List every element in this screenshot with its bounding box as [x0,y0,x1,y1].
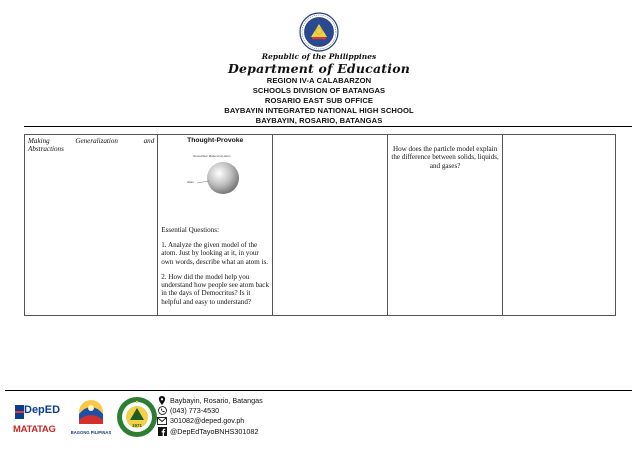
stage-label-line1: Making Generalization and [28,137,155,145]
contact-facebook: @DepEdTayoBNHS301082 [170,426,259,436]
guide-question: How does the particle model explain the difference between solids, liquids, and gases? [391,145,499,170]
location-pin-icon [157,396,167,405]
deped-seal-icon [299,12,339,52]
matatag-text: MATATAG [13,424,56,435]
header-divider [24,126,632,127]
bagong-pilipinas-icon [68,398,114,430]
school-address: BAYBAYIN, ROSARIO, BATANGAS [255,116,383,125]
contact-block [157,395,263,437]
contact-address: Baybayin, Rosario, Batangas [170,395,263,405]
school-seal [116,396,158,438]
contact-address-row [157,395,263,405]
contact-phone-row [157,405,263,415]
school-seal-year: 1971 [131,423,142,428]
deped-text: DepED [24,404,61,416]
division-line: SCHOOLS DIVISION OF BATANGAS [252,86,386,95]
essential-questions-heading: Essential Questions: [161,226,219,234]
bagong-pilipinas-logo [68,398,114,438]
republic-line: Republic of the Philippines [261,52,377,61]
sub-office-line: ROSARIO EAST SUB OFFICE [264,96,374,105]
deped-logo [12,402,62,438]
email-icon [157,416,167,425]
empty-cell-2 [503,135,616,316]
facebook-icon [157,427,167,436]
activity-title: Thought-Provoke [187,137,244,144]
atom-model-image [173,150,263,212]
image-caption: Democritus' Model of an Atom [193,154,231,158]
question-cell [388,135,503,316]
stage-label-cell [25,135,158,316]
contact-email-row [157,416,263,426]
essential-question-2: 2. How did the model help you understand how people see atom back in the days of Democritus? Is it helpful and easy to understand? [161,272,270,306]
school-name: BAYBAYIN INTEGRATED NATIONAL HIGH SCHOOL [224,106,414,115]
region-line: REGION IV-A CALABARZON [266,76,372,85]
activity-cell [158,135,273,316]
contact-phone: (043) 773-4530 [170,406,220,416]
essential-question-1: 1. Analyze the given model of the atom. Just by looking at it, in your own words, describe what an atom is. [161,241,269,266]
atom-label: Atom [187,180,194,184]
lesson-table [24,134,616,316]
empty-cell-1 [273,135,388,316]
footer-divider [5,390,632,391]
contact-email: 301082@deped.gov.ph [170,416,245,426]
bagong-pilipinas-text: BAGONG PILIPINAS [70,430,112,435]
school-seal-icon [116,396,158,438]
department-name: Department of Education [227,61,411,76]
contact-facebook-row [157,426,263,436]
phone-icon [157,406,167,415]
stage-label-line2: Abstractions [28,145,64,153]
